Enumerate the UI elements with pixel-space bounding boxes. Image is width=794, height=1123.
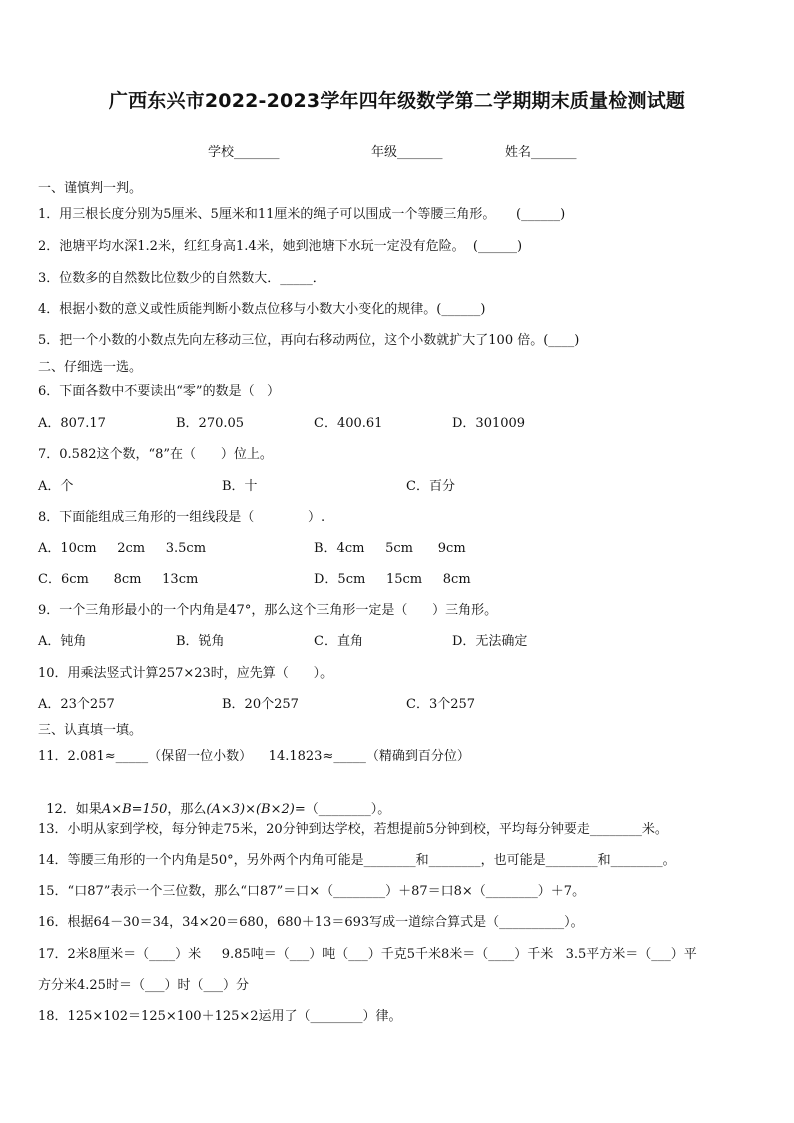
question-9: 9．一个三角形最小的一个内角是47°，那么这个三角形一定是（ ）三角形。 (38, 603, 498, 618)
question-6-option-b: B．270.05 (176, 416, 245, 431)
section-heading-2: 二、仔细选一选。 (38, 360, 143, 375)
question-7: 7．0.582这个数，“8”在（ ）位上。 (38, 447, 273, 462)
question-10-option-c: C．3个257 (406, 697, 476, 712)
question-2: 2．池塘平均水深1.2米，红红身高1.4米，她到池塘下水玩一定没有危险。 (______) (38, 239, 523, 254)
question-3: 3．位数多的自然数比位数少的自然数大．_____． (38, 271, 326, 286)
grade-field: 年级_______ (371, 145, 443, 160)
question-15: 15．“口87”表示一个三位数，那么“口87”＝口×（________）＋87＝口8×（________）＋7。 (38, 884, 586, 899)
question-10: 10．用乘法竖式计算257×23时，应先算（ ）。 (38, 666, 334, 681)
section-heading-3: 三、认真填一填。 (38, 723, 143, 738)
question-8: 8．下面能组成三角形的一组线段是（ ）. (38, 510, 326, 525)
question-9-option-d: D．无法确定 (452, 634, 528, 649)
question-12-middle: ，那么 (167, 802, 207, 817)
question-7-option-c: C．百分 (406, 479, 455, 494)
question-7-option-a: A．个 (38, 479, 74, 494)
question-8-option-d: D．5cm 15cm 8cm (314, 572, 471, 587)
question-4: 4．根据小数的意义或性质能判断小数点位移与小数大小变化的规律。(______) (38, 302, 486, 317)
question-12-blank: （________）。 (305, 802, 391, 817)
question-12-prefix: 12．如果 (46, 802, 102, 817)
question-6-option-c: C．400.61 (314, 416, 383, 431)
question-12-condition: A×B=150 (101, 802, 168, 817)
question-10-option-a: A．23个257 (38, 697, 115, 712)
question-8-option-b: B．4cm 5cm 9cm (314, 541, 466, 556)
question-14: 14．等腰三角形的一个内角是50°，另外两个内角可能是________和________，也可能是________和________。 (38, 853, 676, 868)
question-6: 6．下面各数中不要读出“零”的数是（ ） (38, 384, 280, 399)
school-field: 学校_______ (208, 145, 280, 160)
question-9-option-c: C．直角 (314, 634, 363, 649)
question-17-line-2: 方分米4.25时＝（___）时（___）分 (38, 978, 249, 993)
question-9-option-b: B．锐角 (176, 634, 225, 649)
question-6-option-d: D．301009 (452, 416, 526, 431)
question-10-option-b: B．20个257 (222, 697, 299, 712)
question-16: 16．根据64－30＝34，34×20＝680，680＋13＝693写成一道综合算式是（__________）。 (38, 915, 584, 930)
question-8-option-c: C．6cm 8cm 13cm (38, 572, 199, 587)
question-9-option-a: A．钝角 (38, 634, 87, 649)
question-5: 5．把一个小数的小数点先向左移动三位，再向右移动两位，这个小数就扩大了100 倍。(____) (38, 333, 580, 348)
question-11: 11．2.081≈_____（保留一位小数） 14.1823≈_____（精确到百分位） (38, 749, 470, 764)
name-field: 姓名_______ (505, 145, 577, 160)
question-6-option-a: A．807.17 (38, 416, 106, 431)
question-12 (38, 786, 390, 818)
question-18: 18．125×102＝125×100＋125×2运用了（________）律。 (38, 1009, 402, 1024)
question-7-option-b: B．十 (222, 479, 258, 494)
question-17-line-1: 17．2米8厘米＝（____）米 9.85吨＝（___）吨（___）千克5千米8米＝（____）千米 3.5平方米＝（___）平 (38, 947, 697, 962)
page-title: 广西东兴市2022-2023学年四年级数学第二学期期末质量检测试题 (108, 90, 686, 112)
question-8-option-a: A．10cm 2cm 3.5cm (38, 541, 207, 556)
question-1: 1．用三根长度分别为5厘米、5厘米和11厘米的绳子可以围成一个等腰三角形。 (______) (38, 207, 566, 222)
section-heading-1: 一、谨慎判一判。 (38, 181, 143, 196)
question-12-expression: (A×3)×(B×2)= (206, 802, 306, 817)
question-13: 13．小明从家到学校，每分钟走75米，20分钟到达学校，若想提前5分钟到校，平均每分钟要走________米。 (38, 822, 668, 837)
